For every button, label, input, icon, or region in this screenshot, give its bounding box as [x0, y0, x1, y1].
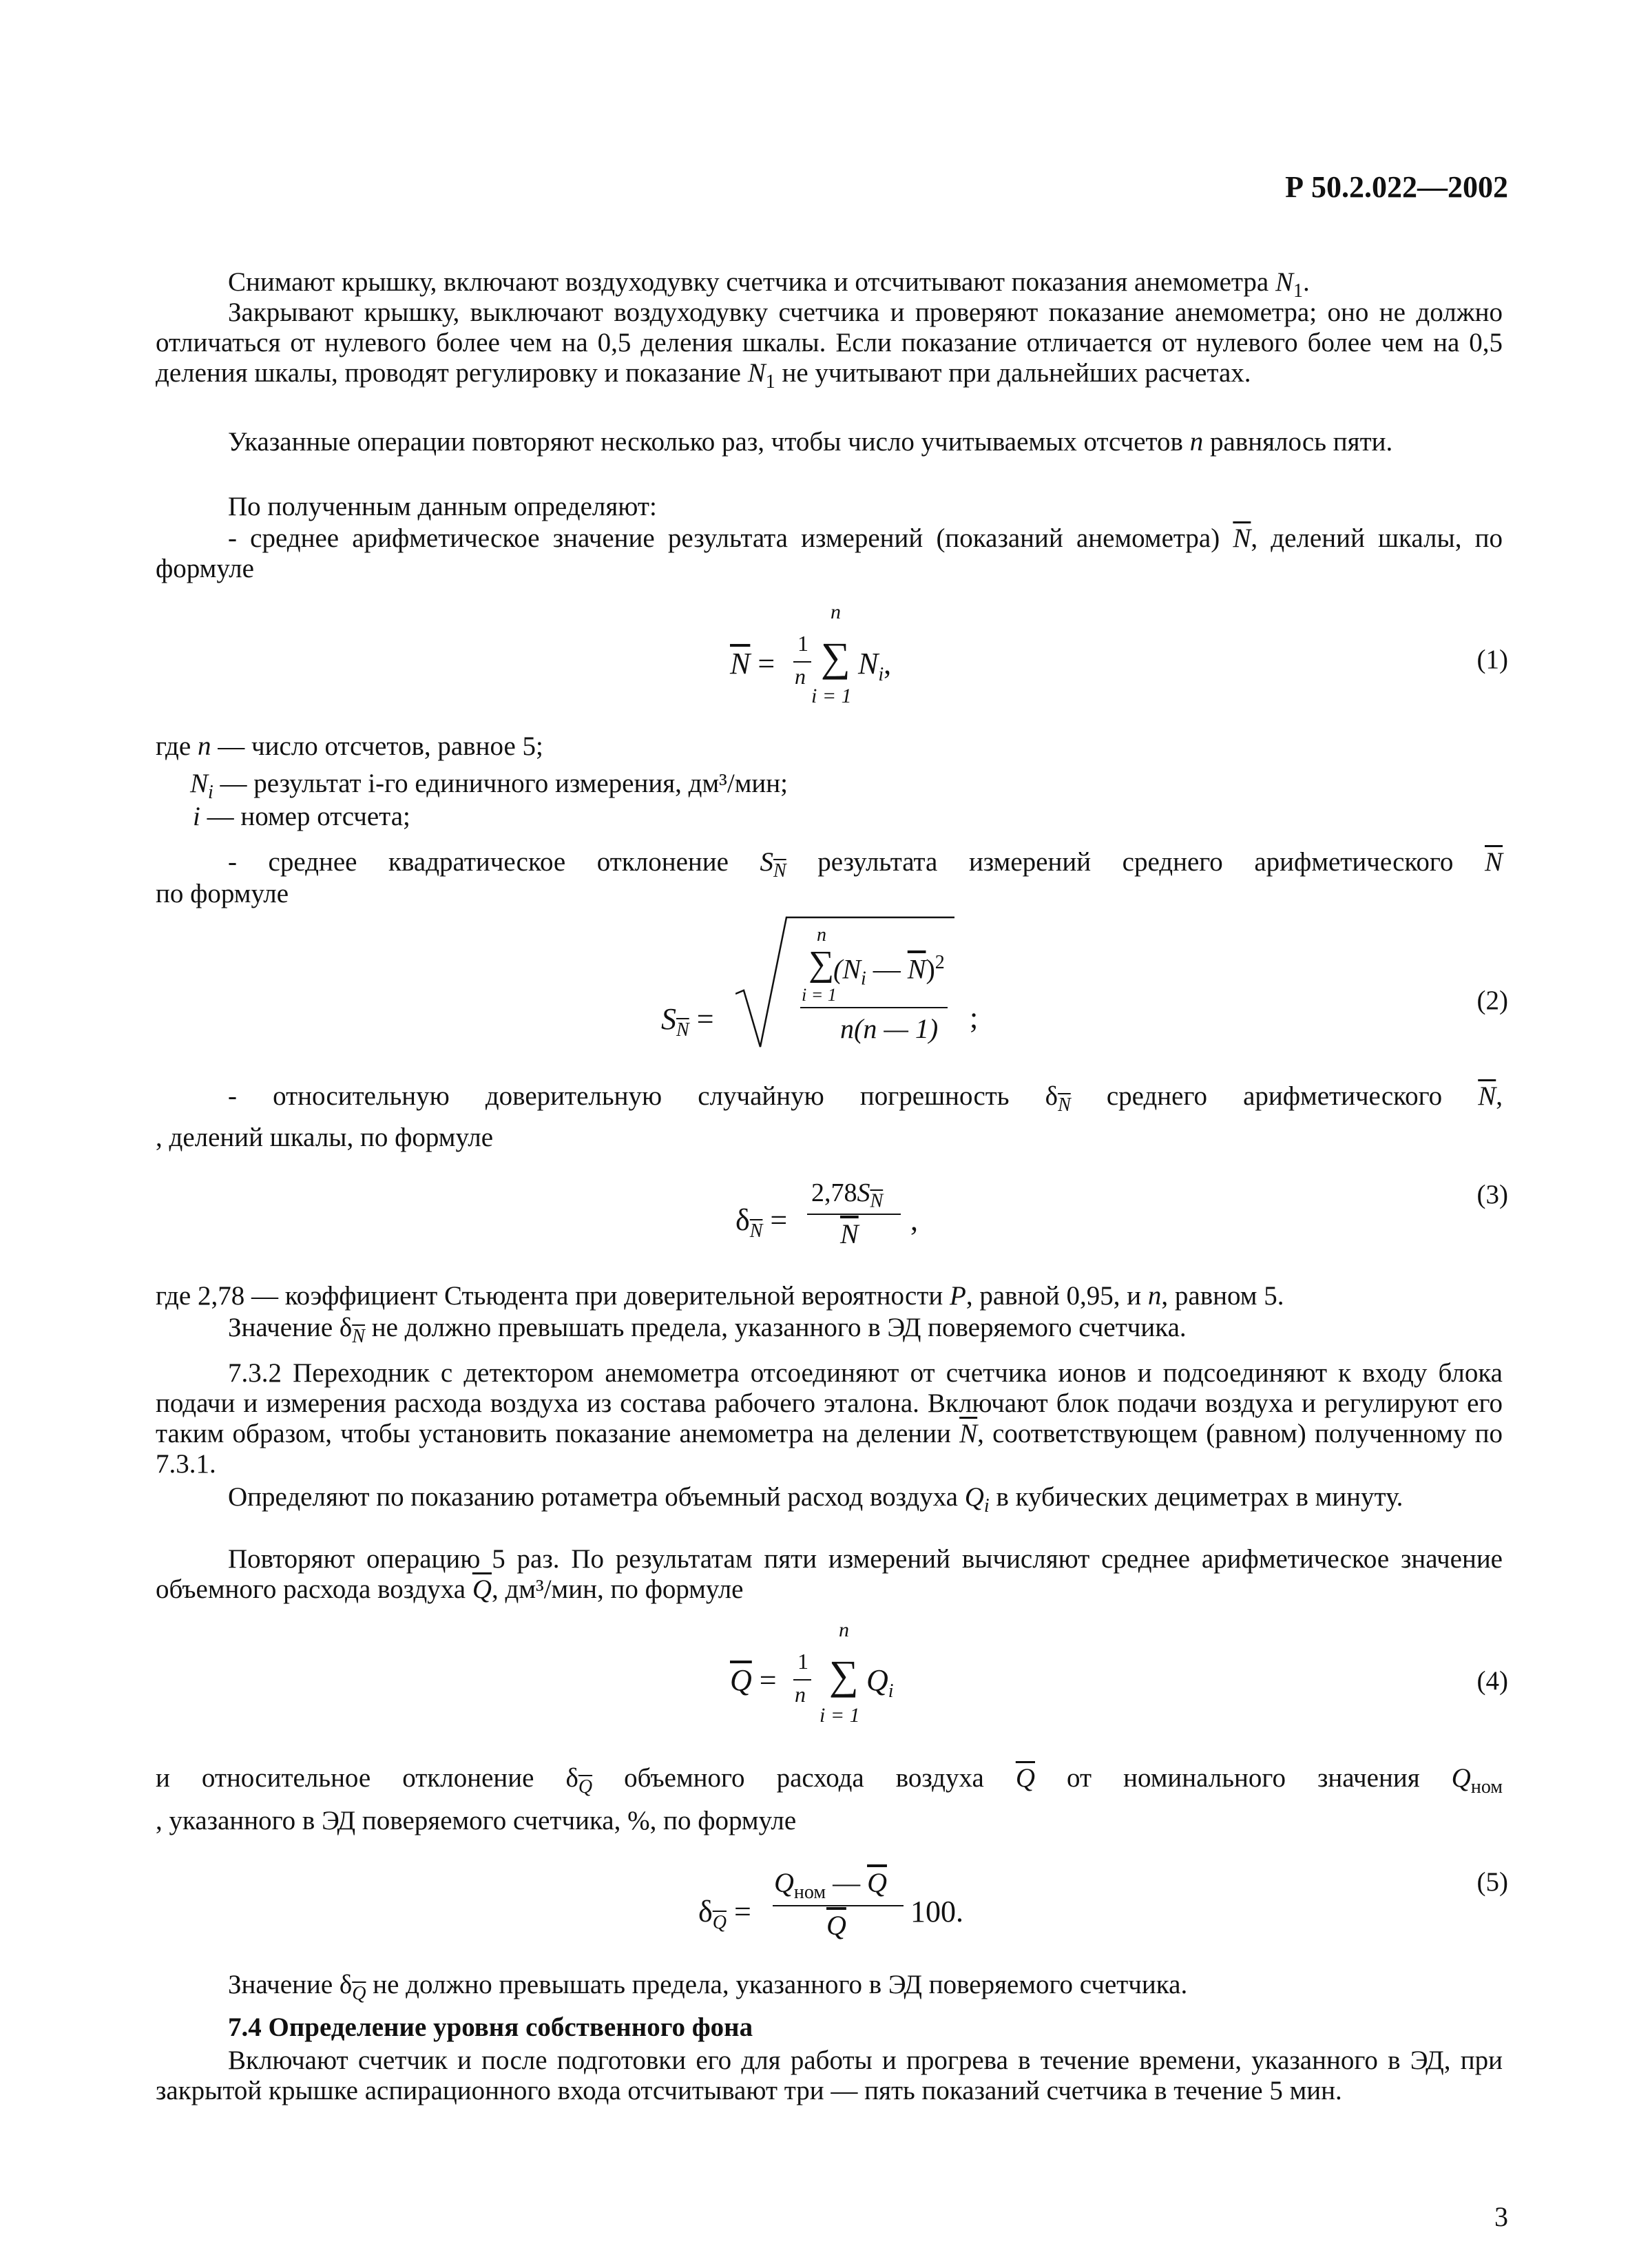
- paragraph: Снимают крышку, включают воздуходувку счетчика и отсчитывают показания анемометра $N_1$.: [228, 267, 1310, 302]
- formula-1: $\overline{N}$ = 1 n n ∑ i = 1 $N_i$,: [730, 601, 892, 707]
- formula-3: $\delta_{\overline{N}}$ = $2,78S_{\overline{N}}$ $\overline{N}$ ,: [735, 1178, 918, 1249]
- formula-number: (2): [1476, 986, 1508, 1015]
- document-code: Р 50.2.022—2002: [1285, 170, 1508, 204]
- formula-number: (4): [1476, 1666, 1508, 1696]
- paragraph: 7.3.2 Переходник с детектором анемометра отсоединяют от счетчика ионов и подсоединяют к входу блока подачи и измерения расхода воздуха из состава рабочего эталона. Включают блок подачи воздуха и регулируют его таким образом, чтобы установить показание анемометра на делении $\overline{N}$, соответствующем (равном) полученному по 7.3.1.: [156, 1358, 1503, 1479]
- formula-number: (3): [1476, 1180, 1508, 1209]
- section-heading: 7.4 Определение уровня собственного фона: [228, 2012, 753, 2042]
- paragraph-continuation: , указанного в ЭД поверяемого счетчика, %, по формуле: [156, 1806, 797, 1835]
- legend-item: где n — число отсчетов, равное 5;: [156, 731, 543, 761]
- page-number: 3: [1494, 2201, 1508, 2232]
- paragraph-continuation: по формуле: [156, 879, 289, 908]
- paragraph: где 2,78 — коэффициент Стьюдента при доверительной вероятности P, равной 0,95, и n, равном 5.: [156, 1281, 1284, 1311]
- formula-number: (1): [1476, 645, 1508, 674]
- paragraph: По полученным данным определяют:: [228, 492, 657, 521]
- paragraph: Закрывают крышку, выключают воздуходувку счетчика и проверяют показание анемометра; оно не должно отличаться от нулевого более чем на 0,5 деления шкалы. Если показание отличается от нулевого более чем на 0,5 деления шкалы, проводят регулировку и показание $N_1$ не учитывают при дальнейших расчетах.: [156, 298, 1503, 393]
- formula-5: $\delta_{\overline{Q}}$ = $Q_{ном}$ — $\overline{Q}$ $\overline{Q}$ 100.: [698, 1867, 963, 1941]
- formula-2: $S_{\overline{N}}$ = n ∑ ($N_i$ — $\overline{N})^2$ i = 1 n(n — 1) ;: [661, 909, 1019, 1074]
- formula-4: $\overline{Q}$ = 1 n n ∑ i = 1 $Q_i$: [730, 1619, 894, 1727]
- paragraph-continuation: , делений шкалы, по формуле: [156, 1123, 494, 1152]
- paragraph: Указанные операции повторяют несколько раз, чтобы число учитываемых отсчетов n равнялось пяти.: [228, 427, 1393, 457]
- paragraph: Включают счетчик и после подготовки его для работы и прогрева в течение времени, указанного в ЭД, при закрытой крышке аспирационного входа отсчитывают три — пять показаний счетчика в течение 5 мин.: [156, 2046, 1503, 2105]
- paragraph: Значение $\delta_{\overline{N}}$ не должно превышать предела, указанного в ЭД поверяемого счетчика.: [228, 1313, 1187, 1347]
- legend-item: $N_i$ — результат i-го единичного измерения, дм³/мин;: [190, 769, 788, 803]
- legend-item: i — номер отсчета;: [193, 802, 410, 831]
- paragraph: - относительную доверительную случайную погрешность $\delta_{\overline{N}}$ среднего арифметического $\overline{N}$,: [228, 1081, 1503, 1116]
- paragraph: Значение $\delta_{\overline{Q}}$ не должно превышать предела, указанного в ЭД поверяемого счетчика.: [228, 1970, 1188, 2004]
- paragraph: и относительное отклонение $\delta_{\overline{Q}}$ объемного расхода воздуха $\overline{Q}$ от номинального значения $Q_{ном}$: [156, 1763, 1503, 1798]
- paragraph: Повторяют операцию 5 раз. По результатам пяти измерений вычисляют среднее арифметическое значение объемного расхода воздуха $\overline{Q}$, дм³/мин, по формуле: [156, 1544, 1503, 1604]
- paragraph: - среднее квадратическое отклонение $S_{\overline{N}}$ результата измерений среднего арифметического $\overline{N}$: [228, 847, 1503, 882]
- paragraph: Определяют по показанию ротаметра объемный расход воздуха $Q_i$ в кубических дециметрах в минуту.: [228, 1482, 1403, 1517]
- paragraph: - среднее арифметическое значение результата измерений (показаний анемометра) $\overline{N}$, делений шкалы, по формуле: [156, 523, 1503, 583]
- formula-number: (5): [1476, 1867, 1508, 1897]
